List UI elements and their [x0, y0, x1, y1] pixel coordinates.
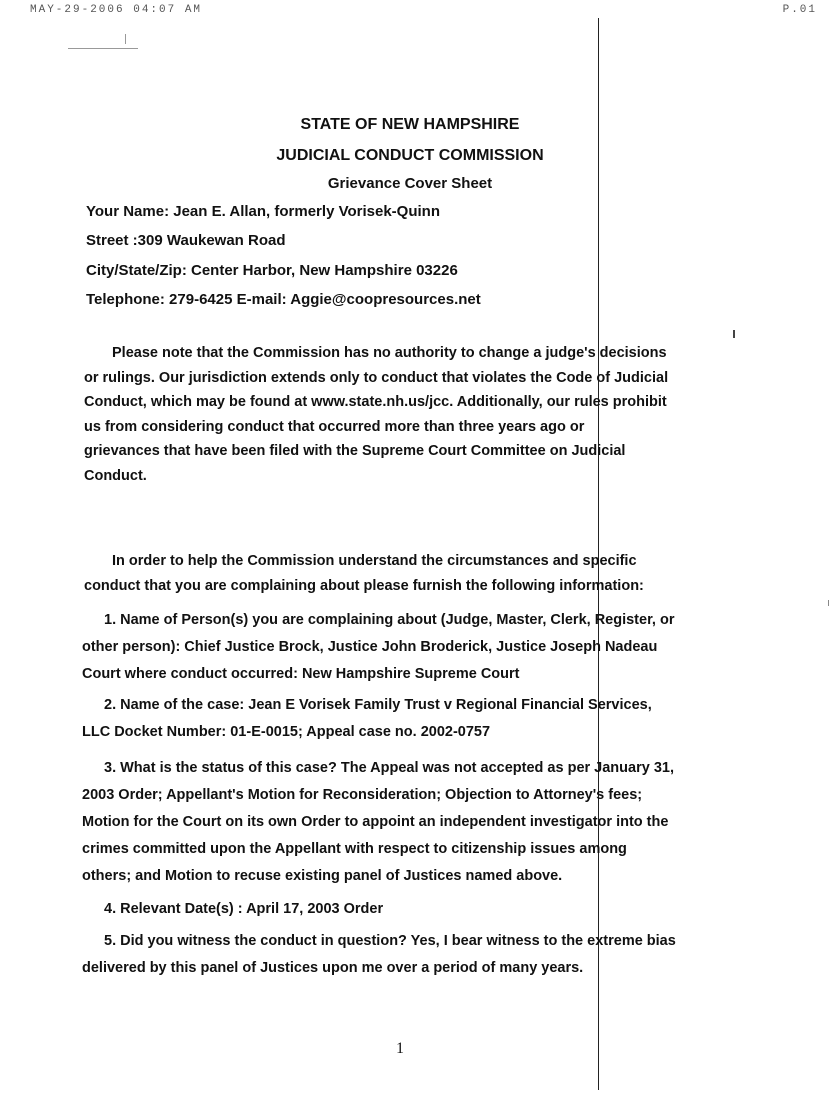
scan-speck: [68, 48, 138, 49]
jurisdiction-notice: [84, 341, 734, 488]
item-5-witness: [82, 928, 742, 982]
item-line: LLC Docket Number: 01-E-0015; Appeal case no. 2002-0757: [82, 724, 491, 740]
notice-line: or rulings. Our jurisdiction extends only to conduct that violates the Code of Judicial: [84, 369, 669, 386]
item-line: others; and Motion to recuse existing panel of Justices named above.: [82, 868, 563, 884]
item-line: Court where conduct occurred: New Hampshire Supreme Court: [82, 666, 520, 682]
header-state: STATE OF NEW HAMPSHIRE: [300, 116, 520, 133]
page-number: 1: [396, 1040, 404, 1057]
notice-line: Please note that the Commission has no authority to change a judge's decisions: [112, 345, 667, 361]
street-line: Street :309 Waukewan Road: [86, 232, 286, 249]
form-title: Grievance Cover Sheet: [327, 175, 493, 192]
fax-timestamp: MAY-29-2006 04:07 AM: [30, 4, 203, 16]
scan-speck: [733, 330, 735, 338]
intro-line: In order to help the Commission understand the circumstances and specific: [112, 553, 637, 569]
fax-header: [30, 4, 817, 16]
item-line: Motion for the Court on its own Order to appoint an independent investigator into the: [82, 814, 669, 830]
notice-line: Conduct, which may be found at www.state.nh.us/jcc. Additionally, our rules prohibit: [84, 394, 667, 410]
item-line: 2003 Order; Appellant's Motion for Reconsideration; Objection to Attorney's fees;: [82, 787, 643, 803]
item-line: crimes committed upon the Appellant with respect to citizenship issues among: [82, 841, 627, 857]
fax-page-indicator: P.01: [782, 4, 817, 16]
intro-line: conduct that you are complaining about please furnish the following information:: [84, 577, 644, 594]
item-line: other person): Chief Justice Brock, Justice John Broderick, Justice Joseph Nadeau: [82, 639, 658, 655]
item-line: delivered by this panel of Justices upon me over a period of many years.: [82, 960, 584, 976]
phone-line: Telephone: 279-6425 E-mail: Aggie@coopresources.net: [86, 291, 481, 308]
name-line: Your Name: Jean E. Allan, formerly Vorisek-Quinn: [86, 203, 440, 220]
item-3-status: [82, 755, 742, 890]
item-line: 1. Name of Person(s) you are complaining about (Judge, Master, Clerk, Register, or: [104, 612, 675, 628]
instructions-paragraph: [84, 549, 734, 598]
header-commission: JUDICIAL CONDUCT COMMISSION: [276, 147, 544, 164]
item-line: 3. What is the status of this case? The Appeal was not accepted as per January 31,: [104, 760, 674, 776]
item-1-persons: [82, 607, 742, 688]
item-4-dates: [82, 896, 742, 923]
scan-speck: [828, 600, 829, 606]
item-line: 5. Did you witness the conduct in question? Yes, I bear witness to the extreme bias: [104, 933, 676, 949]
scan-speck: [125, 34, 126, 44]
notice-line: us from considering conduct that occurred more than three years ago or: [84, 418, 585, 435]
notice-line: grievances that have been filed with the Supreme Court Committee on Judicial: [84, 443, 626, 459]
item-line: 2. Name of the case: Jean E Vorisek Family Trust v Regional Financial Services,: [104, 697, 652, 713]
item-line: 4. Relevant Date(s) : April 17, 2003 Order: [104, 901, 384, 917]
notice-line: Conduct.: [84, 467, 147, 484]
item-2-case: [82, 692, 742, 746]
city-line: City/State/Zip: Center Harbor, New Hampshire 03226: [86, 262, 458, 279]
